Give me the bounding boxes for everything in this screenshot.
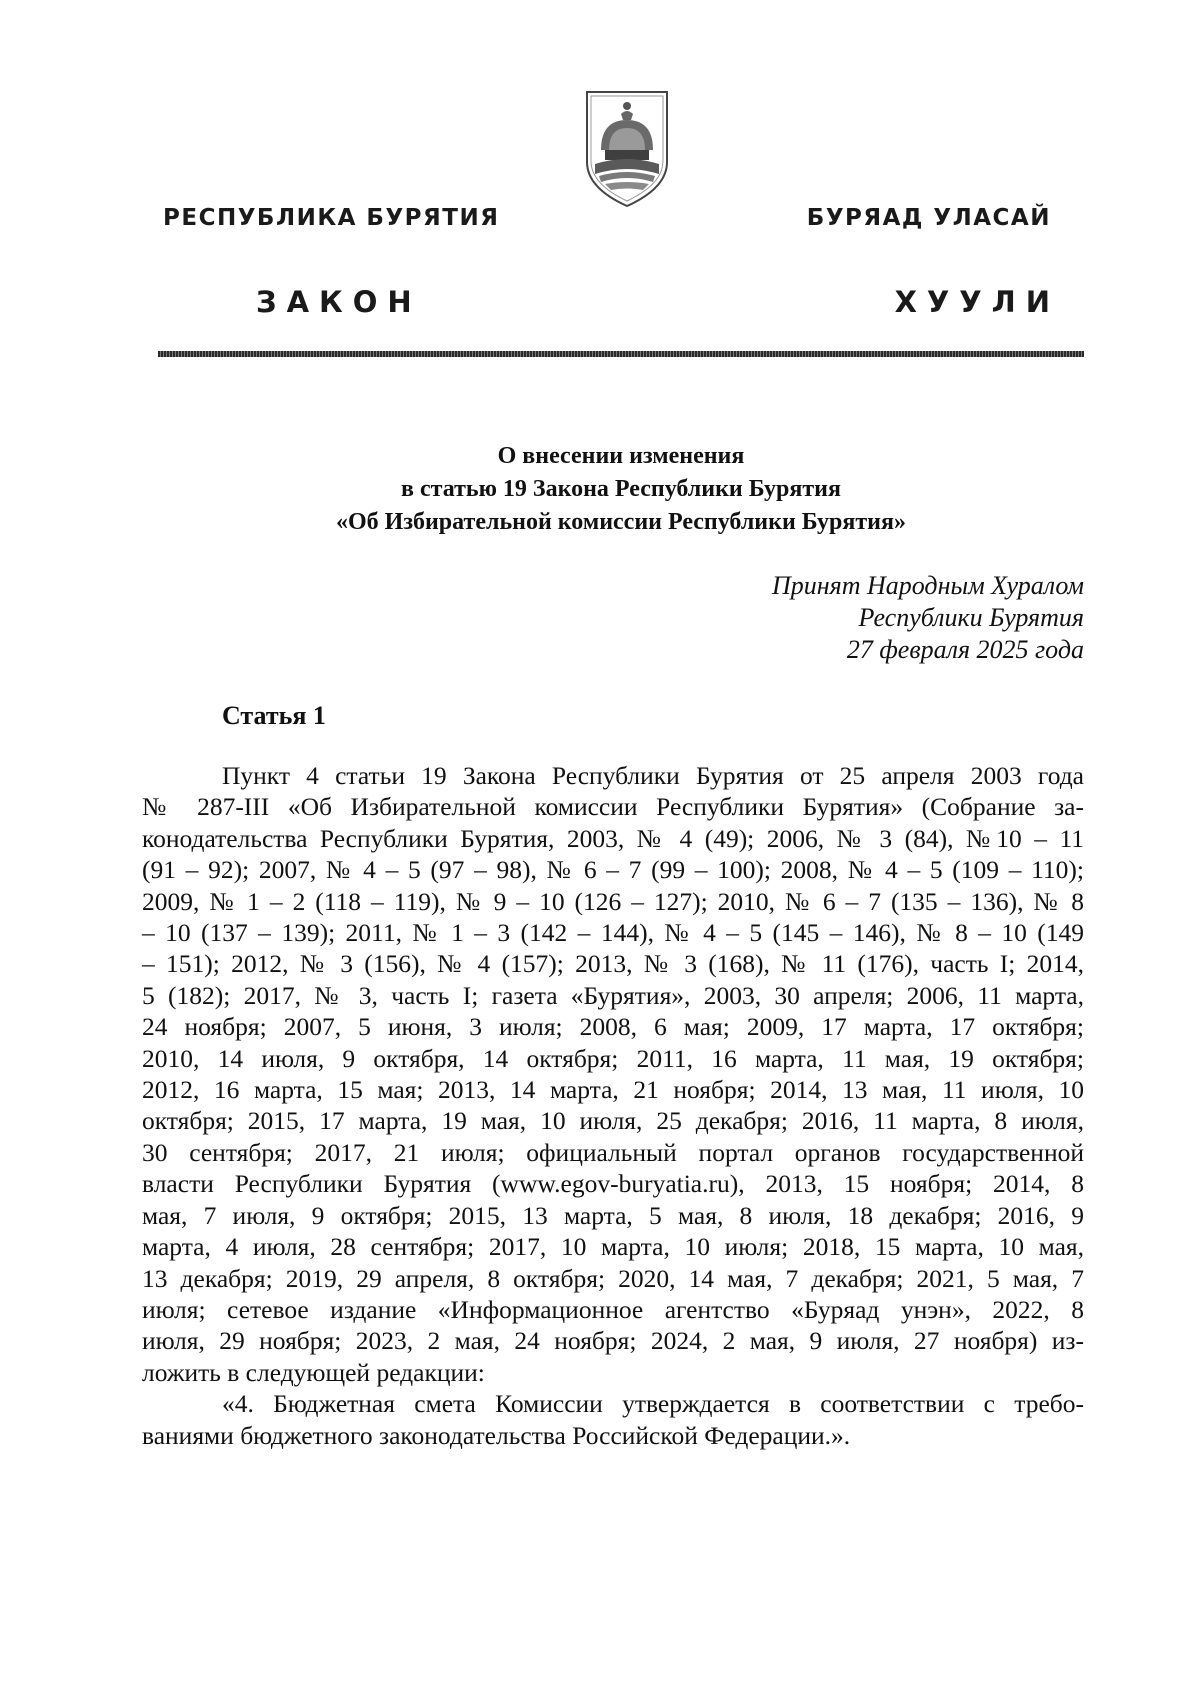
body-line: 5 (182); 2017, № 3, часть I; газета «Бурятия», 2003, 30 апреля; 2006, 11 марта, <box>142 980 1084 1010</box>
law-title <box>158 440 1084 539</box>
header-divider <box>158 351 1084 357</box>
body-line: ваниями бюджетного законодательства Российской Федерации.». <box>142 1420 851 1450</box>
body-line: конодательства Республики Бурятия, 2003, № 4 (49); 2006, № 3 (84), №10 – 11 <box>142 823 1084 853</box>
body-line: октября; 2015, 17 марта, 19 мая, 10 июля, 25 декабря; 2016, 11 марта, 8 июля, <box>142 1106 1084 1136</box>
body-line: 24 ноября; 2007, 5 июня, 3 июля; 2008, 6 мая; 2009, 17 марта, 17 октября; <box>142 1012 1084 1042</box>
body-line: 30 сентября; 2017, 21 июля; официальный портал органов государственной <box>142 1137 1084 1167</box>
article-body <box>142 760 1084 1451</box>
doc-type-russian: ЗАКОН <box>256 285 422 319</box>
body-line: июля; сетевое издание «Информационное агентство «Буряад унэн», 2022, 8 <box>142 1294 1084 1324</box>
body-line: 2010, 14 июля, 9 октября, 14 октября; 2011, 16 марта, 11 мая, 19 октября; <box>142 1043 1084 1073</box>
adoption-note <box>772 570 1084 666</box>
body-line: марта, 4 июля, 28 сентября; 2017, 10 марта, 10 июля; 2018, 15 марта, 10 мая, <box>142 1232 1084 1262</box>
republic-title-buryat: БУРЯАД УЛАСАЙ <box>806 205 1051 231</box>
body-line: июля, 29 ноября; 2023, 2 мая, 24 ноября; 2024, 2 мая, 9 июля, 27 ноября) из- <box>142 1326 1084 1356</box>
republic-title-russian: РЕСПУБЛИКА БУРЯТИЯ <box>163 205 500 231</box>
body-line: власти Республики Бурятия (www.egov-buryatia.ru), 2013, 15 ноября; 2014, 8 <box>142 1169 1084 1199</box>
body-line: – 10 (137 – 139); 2011, № 1 – 3 (142 – 144), № 4 – 5 (145 – 146), № 8 – 10 (149 <box>142 918 1084 948</box>
body-line: 13 декабря; 2019, 29 апреля, 8 октября; 2020, 14 мая, 7 декабря; 2021, 5 мая, 7 <box>142 1263 1084 1293</box>
body-line: Пункт 4 статьи 19 Закона Республики Бурятия от 25 апреля 2003 года <box>222 761 1084 790</box>
article-heading: Статья 1 <box>222 701 326 730</box>
body-line: ложить в следующей редакции: <box>142 1357 485 1387</box>
law-title-line: в статью 19 Закона Республики Бурятия <box>401 476 841 502</box>
body-line: № 287-III «Об Избирательной комиссии Республики Бурятия» (Собрание за- <box>142 792 1084 822</box>
adoption-note-line: Принят Народным Хуралом <box>771 571 1084 600</box>
law-title-line: «Об Избирательной комиссии Республики Бурятия» <box>336 509 906 535</box>
body-line: мая, 7 июля, 9 октября; 2015, 13 марта, 5 мая, 8 июля, 18 декабря; 2016, 9 <box>142 1200 1084 1230</box>
body-line: 2012, 16 марта, 15 мая; 2013, 14 марта, 21 ноября; 2014, 13 мая, 11 июля, 10 <box>142 1075 1084 1105</box>
body-line: 2009, № 1 – 2 (118 – 119), № 9 – 10 (126 – 127); 2010, № 6 – 7 (135 – 136), № 8 <box>142 886 1084 916</box>
adoption-note-line: Республики Бурятия <box>858 603 1084 632</box>
coat-of-arms-icon <box>581 88 673 210</box>
doc-type-buryat: ХУУЛИ <box>894 285 1060 319</box>
body-line: – 151); 2012, № 3 (156), № 4 (157); 2013, № 3 (168), № 11 (176), часть I; 2014, <box>142 949 1084 979</box>
body-line: (91 – 92); 2007, № 4 – 5 (97 – 98), № 6 – 7 (99 – 100); 2008, № 4 – 5 (109 – 110); <box>142 855 1084 885</box>
adoption-note-line: 27 февраля 2025 года <box>846 635 1084 664</box>
law-title-line: О внесении изменения <box>497 443 745 469</box>
body-line: «4. Бюджетная смета Комиссии утверждается в соответствии с требо- <box>222 1389 1084 1419</box>
